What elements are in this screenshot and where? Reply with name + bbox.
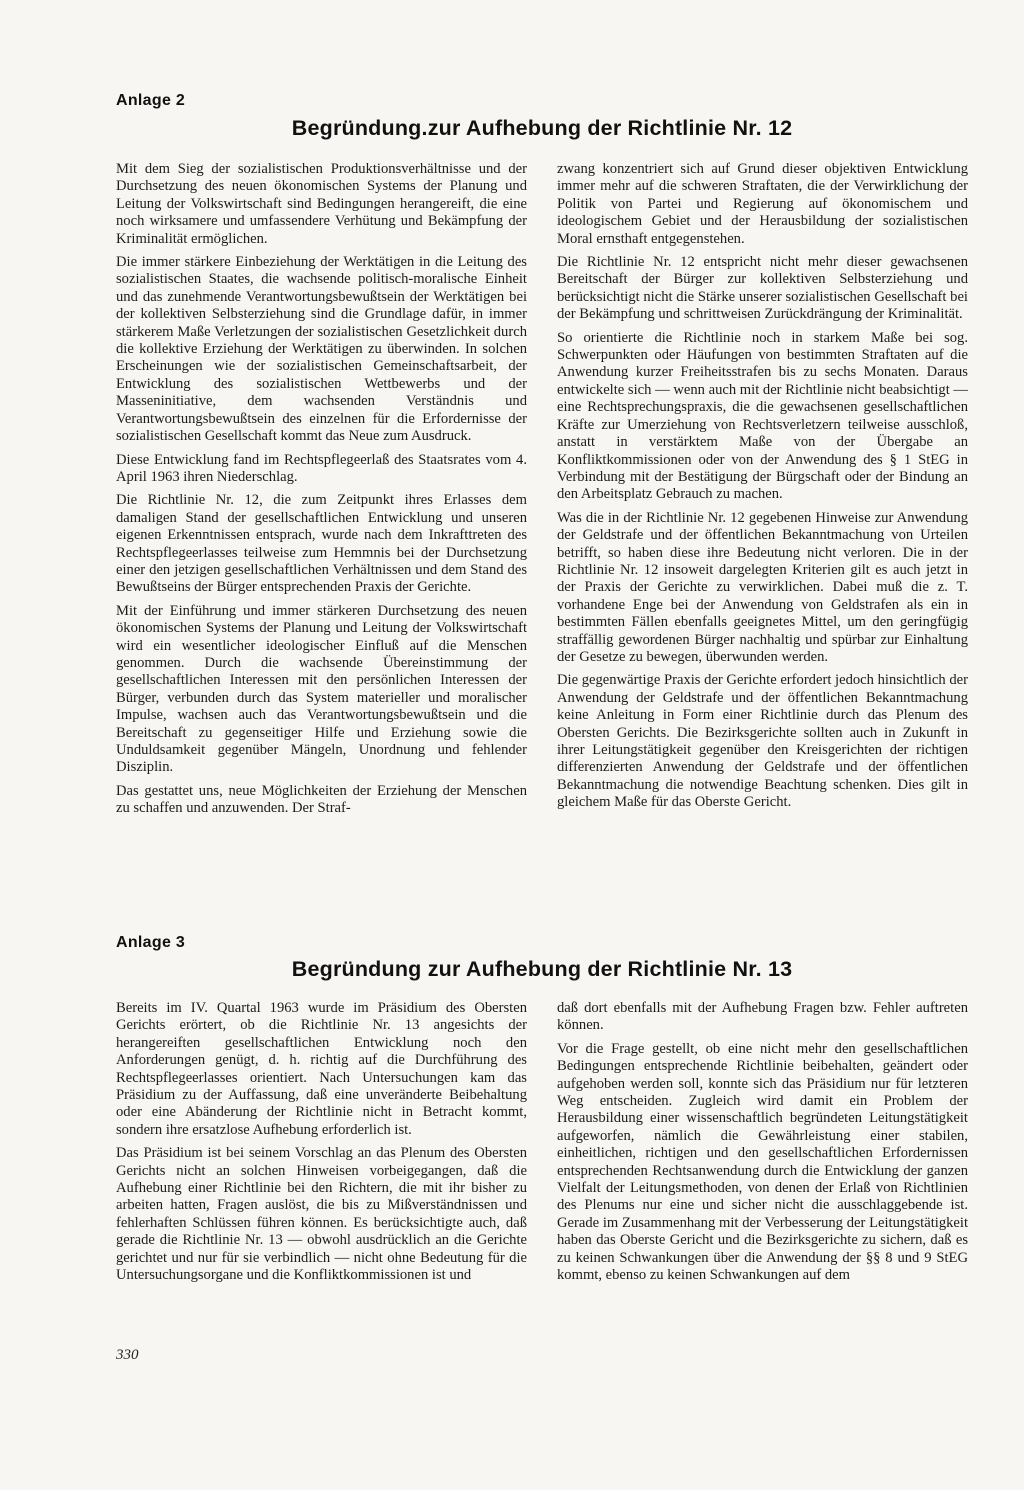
anlage-3-label: Anlage 3 — [116, 934, 186, 951]
paragraph: Die Richtlinie Nr. 12, die zum Zeitpunkt ihres Erlasses dem damaligen Stand der gesellschaftlichen Entwicklung und unseren eigenen Erkenntnissen entsprach, wurde nach dem Inkrafttreten des Rechtspflegeerlasses teilweise zum Hemmnis bei der Durchsetzung einer den jetzigen gesellschaftlichen Verhältnissen und dem Stand des Bewußtseins der Bürger entsprechenden Praxis der Gerichte. — [116, 492, 527, 596]
paragraph: Bereits im IV. Quartal 1963 wurde im Präsidium des Obersten Gerichts erörtert, ob die Richtlinie Nr. 13 angesichts der herangereiften gesellschaftlichen Entwicklung noch den Anforderungen genügt, d. h. richtig auf die Durchführung des Rechtspflegeerlasses orientiert. Nach Untersuchungen kam das Präsidium zu der Auffassung, daß eine unveränderte Beibehaltung oder eine Abänderung der Richtlinie nicht in Betracht kommt, sondern ihre ersatzlose Aufhebung erforderlich ist. — [116, 1000, 527, 1138]
anlage-3-right-column — [557, 1000, 968, 1291]
paragraph: Die gegenwärtige Praxis der Gerichte erfordert jedoch hinsichtlich der Anwendung der Geldstrafe und der öffentlichen Bekanntmachung keine Anleitung in Form einer Richtlinie durch das Plenum des Obersten Gerichts. Die Bezirksgerichte sollten auch in Zukunft in ihrer Leitungstätigkeit gegenüber den Kreisgerichten der richtigen differenzierten Anwendung der Geldstrafe und der öffentlichen Bekanntmachung die notwendige Beachtung schenken. Dies gilt in gleichem Maße für das Oberste Gericht. — [557, 672, 968, 811]
anlage-2-label: Anlage 2 — [116, 92, 186, 109]
anlage-2-title: Begründung.zur Aufhebung der Richtlinie Nr. 12 — [291, 116, 793, 140]
page-number: 330 — [116, 1347, 139, 1363]
anlage-3-left-column — [116, 1000, 527, 1291]
paragraph: zwang konzentriert sich auf Grund dieser objektiven Entwicklung immer mehr auf die schweren Straftaten, die der Verwirklichung der Politik von Partei und Regierung auf ökonomischem und ideologischem Gebiet und der Herausbildung der sozialistischen Moral ernsthaft entgegenstehen. — [557, 161, 968, 247]
paragraph: Mit der Einführung und immer stärkeren Durchsetzung des neuen ökonomischen Systems der Planung und Leitung der Volkswirtschaft wird ein wesentlicher ideologischer Einfluß auf die Menschen genommen. Durch die wachsende Übereinstimmung der gesellschaftlichen Interessen mit den persönlichen Interessen der Bürger, verbunden durch das System materieller und moralischer Impulse, wachsen auch das Verantwortungsbewußtsein und die Bereitschaft zu gegenseitiger Hilfe und Erziehung sowie die Unduldsamkeit gegenüber Mängeln, Unordnung und fehlender Disziplin. — [116, 602, 527, 776]
paragraph: daß dort ebenfalls mit der Aufhebung Fragen bzw. Fehler auftreten können. — [557, 1000, 968, 1034]
anlage-2-left-column — [116, 161, 527, 824]
paragraph: Das gestattet uns, neue Möglichkeiten der Erziehung der Menschen zu schaffen und anzuwenden. Der Straf- — [116, 782, 527, 817]
anlage-2-right-column — [557, 161, 968, 818]
anlage-3-title: Begründung zur Aufhebung der Richtlinie Nr. 13 — [291, 957, 793, 981]
paragraph: So orientierte die Richtlinie noch in starkem Maße bei sog. Schwerpunkten oder Häufungen von bestimmten Straftaten auf die Anwendung kurzer Freiheitsstrafen bis zu sechs Monaten. Daraus entwickelte sich — wenn auch mit der Richtlinie nicht beabsichtigt — eine Rechtsprechungspraxis, die die gewachsenen gesellschaftlichen Kräfte zur Umerziehung von Rechtsverletzern teilweise ausschloß, anstatt in verstärktem Maße von der Übergabe an Konfliktkommissionen oder von der Anwendung des § 1 StEG in Verbindung mit der Bestätigung der Bürgschaft oder der Bindung an den Arbeitsplatz Gebrauch zu machen. — [557, 329, 968, 503]
paragraph: Vor die Frage gestellt, ob eine nicht mehr den gesellschaftlichen Bedingungen entsprechende Richtlinie beibehalten, geändert oder aufgehoben werden soll, konnte sich das Präsidium nur für letzteren Weg entscheiden. Zugleich wird damit ein Problem der Herausbildung einer wissenschaftlich begründeten Leitungstätigkeit aufgeworfen, nämlich die Gewährleistung einer stabilen, einheitlichen, richtigen und den gesellschaftlichen Erfordernissen entsprechenden Rechtsanwendung durch die Entwicklung der ganzen Vielfalt der Leitungsmethoden, von denen der Erlaß von Richtlinien des Plenums nur eine und sicher nicht die ausschlaggebende ist. Gerade im Zusammenhang mit der Verbesserung der Leitungstätigkeit haben das Oberste Gericht und die Bezirksgerichte zu sichern, daß es zu keinen Schwankungen über die Anwendung der §§ 8 und 9 StEG kommt, ebenso zu keinen Schwankungen auf dem — [557, 1040, 968, 1284]
paragraph: Was die in der Richtlinie Nr. 12 gegebenen Hinweise zur Anwendung der Geldstrafe und der öffentlichen Bekanntmachung von Urteilen betrifft, so haben diese ihre Bedeutung nicht verloren. Die in der Richtlinie Nr. 12 insoweit dargelegten Kriterien gilt es auch jetzt in der Praxis der Gerichte zu verwirklichen. Dabei muß die z. T. vorhandene Enge bei der Anwendung von Geldstrafen als ein in bestimmten Fällen ebenfalls geeignetes Mittel, um den geringfügig straffällig gewordenen Bürger nachhaltig und spürbar zur Einhaltung der Gesetze zu bewegen, überwunden werden. — [557, 509, 968, 665]
paragraph: Diese Entwicklung fand im Rechtspflegeerlaß des Staatsrates vom 4. April 1963 ihren Niederschlag. — [116, 451, 527, 485]
paragraph: Mit dem Sieg der sozialistischen Produktionsverhältnisse und der Durchsetzung des neuen ökonomischen Systems der Planung und Leitung der Volkswirtschaft sind Bedingungen herangereift, die eine noch wirksamere und umfassendere Verhütung und Bekämpfung der Kriminalität ermöglichen. — [116, 161, 527, 247]
paragraph: Die Richtlinie Nr. 12 entspricht nicht mehr dieser gewachsenen Bereitschaft der Bürger zur kollektiven Selbsterziehung und berücksichtigt nicht die Stärke unserer sozialistischen Gesellschaft bei der Bekämpfung und schrittweisen Zurückdrängung der Kriminalität. — [557, 254, 968, 323]
paragraph: Die immer stärkere Einbeziehung der Werktätigen in die Leitung des sozialistischen Staates, die wachsende politisch-moralische Einheit und das zunehmende Verantwortungsbewußtsein der Werktätigen bei der kollektiven Selbsterziehung sind die Grundlage dafür, in immer stärkerem Maße Verletzungen der sozialistischen Gesetzlichkeit durch die kollektive Erziehung der Werktätigen zu überwinden. In solchen Erscheinungen wie der sozialistischen Gemeinschaftsarbeit, der Entwicklung des sozialistischen Wettbewerbs und der Masseninitiative, dem wachsenden Verständnis und Verantwortungsbewußtsein des einzelnen für die Erfordernisse der sozialistischen Gesellschaft kommt das Neue zum Ausdruck. — [116, 254, 527, 445]
paragraph: Das Präsidium ist bei seinem Vorschlag an das Plenum des Obersten Gerichts nicht an solchen Hinweisen vorbeigegangen, daß die Aufhebung einer Richtlinie bei den Richtern, die mit ihr bisher zu arbeiten hatten, Fragen auslöst, die bis zu Mißverständnissen und fehlerhaften Schlüssen führen können. Es berücksichtigte auch, daß gerade die Richtlinie Nr. 13 — obwohl ausdrücklich an die Gerichte gerichtet und nur für sie verbindlich — nicht ohne Bedeutung für die Untersuchungsorgane und die Konfliktkommissionen ist und — [116, 1145, 527, 1284]
